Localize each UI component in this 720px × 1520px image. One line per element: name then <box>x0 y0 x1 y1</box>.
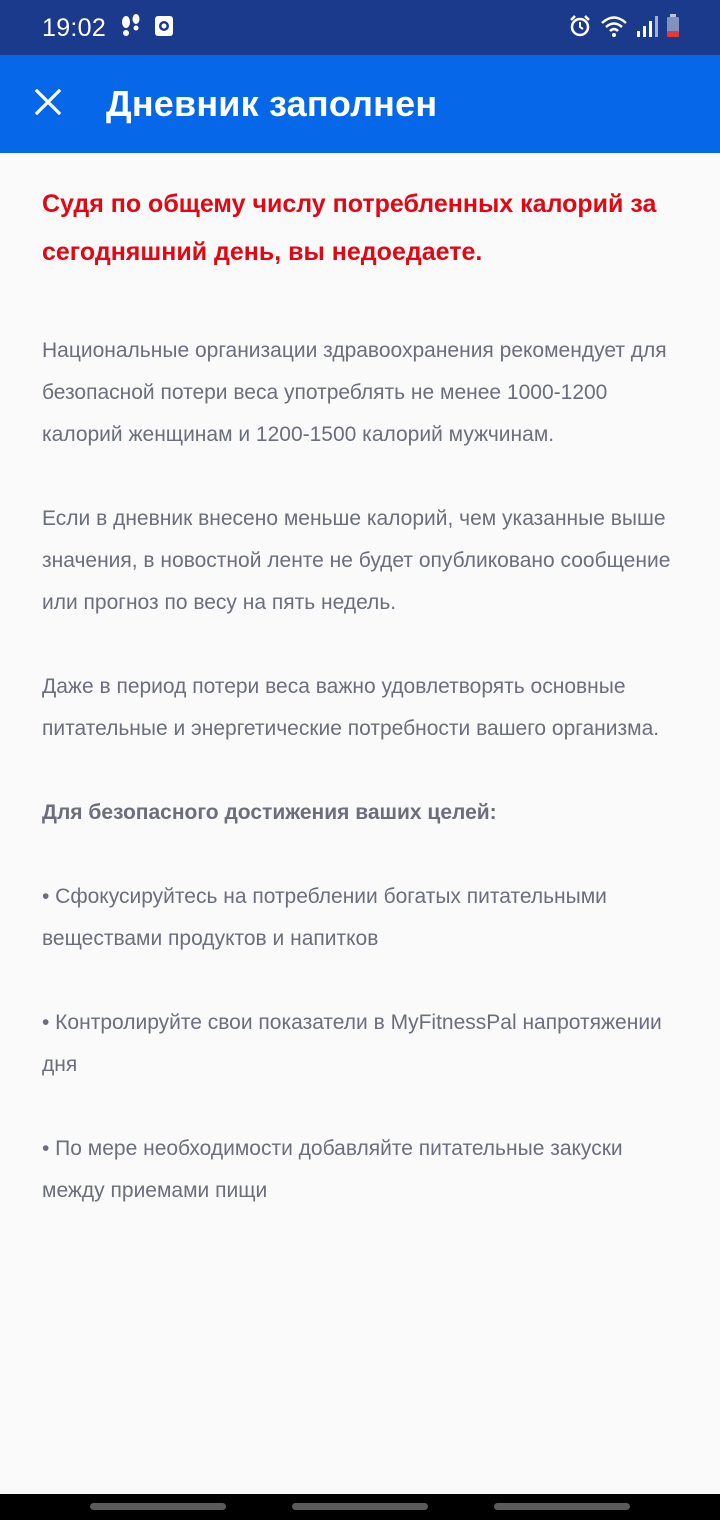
undereating-warning: Судя по общему числу потребленных калорий за сегодняшний день, вы недоедаете. <box>42 190 657 266</box>
page-title: Дневник заполнен <box>106 83 438 124</box>
alarm-icon <box>568 14 592 38</box>
tip-item: • Сфокусируйтесь на потреблении богатых питательными веществами продуктов и напитков <box>42 885 607 950</box>
info-paragraph: Национальные организации здравоохранения рекомендует для безопасной потери веса употреблять не менее 1000-1200 калорий женщинам и 1200-1500 калорий мужчинам. <box>42 339 667 446</box>
tip-item: • По мере необходимости добавляйте питательные закуски между приемами пищи <box>42 1137 623 1202</box>
app-bar <box>0 55 720 153</box>
nav-handle[interactable] <box>494 1503 630 1510</box>
close-button[interactable] <box>20 76 76 132</box>
close-icon <box>35 89 61 120</box>
status-time: 19:02 <box>42 14 107 42</box>
nav-handle[interactable] <box>90 1503 226 1510</box>
battery-low-icon <box>666 14 680 38</box>
tips-heading: Для безопасного достижения ваших целей: <box>42 801 497 824</box>
status-right-icons <box>568 14 680 38</box>
info-paragraph: Даже в период потери веса важно удовлетворять основные питательные и энергетические потребности вашего организма. <box>42 675 660 740</box>
content <box>42 180 682 1212</box>
signal-icon <box>636 14 658 38</box>
tip-item: • Контролируйте свои показатели в MyFitnessPal напротяжении дня <box>42 1011 662 1076</box>
footsteps-icon <box>120 14 142 38</box>
status-left-icons <box>120 14 174 38</box>
wifi-icon <box>600 14 628 38</box>
app-notification-icon <box>154 15 174 37</box>
navigation-bar <box>0 1494 720 1520</box>
status-bar <box>0 0 720 55</box>
nav-handle[interactable] <box>292 1503 428 1510</box>
info-paragraph: Если в дневник внесено меньше калорий, чем указанные выше значения, в новостной ленте не будет опубликовано сообщение или прогноз по весу на пять недель. <box>42 507 671 614</box>
